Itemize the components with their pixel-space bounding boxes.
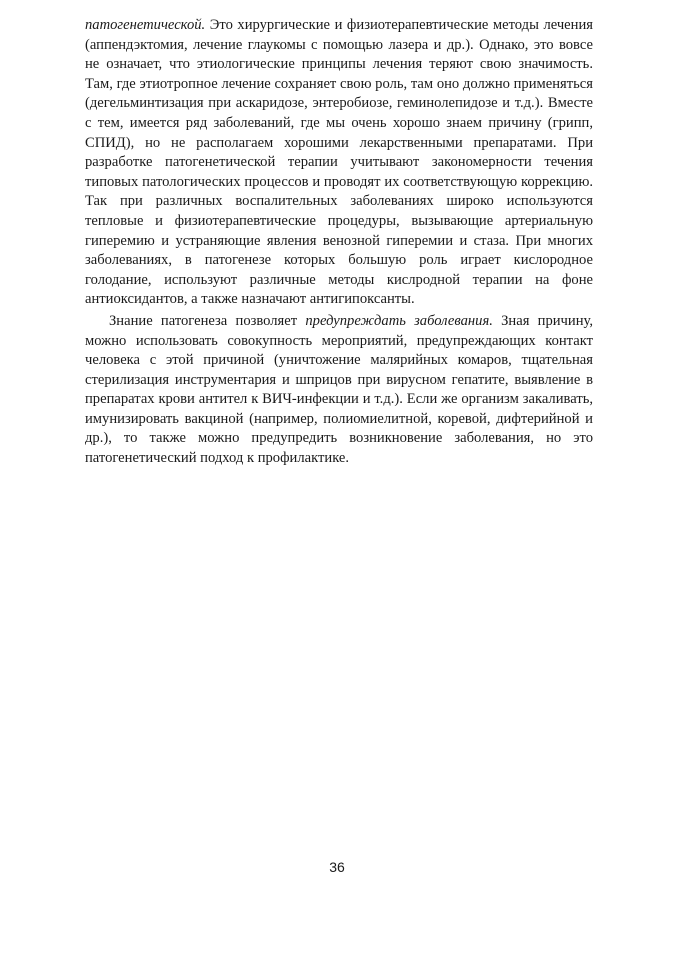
paragraph-1	[85, 16, 593, 310]
italic-term: предупреждать заболевания.	[305, 312, 493, 329]
paragraph-text: Это хирургические и физиотерапевтические методы лечения (аппендэктомия, лечение глаукомы с помощью лазера и др.). Однако, это вовсе не означает, что этиологические принципы лечения теряют свою значимость. Там, где этиотропное лечение сохраняет свою роль, там оно должно применяться (дегельминтизация при аскаридозе, энтеробиозе, геминолепидозе и т.д.). Вместе с тем, имеется ряд заболеваний, где мы очень хорошо знаем причину (грипп, СПИД), но не располагаем хорошими лекарственными препаратами. При разработке патогенетической терапии учитывают закономерности течения типовых патологических процессов и проводят их соответствующую коррекцию. Так при различных воспалительных заболеваниях широко используются тепловые и физиотерапевтические процедуры, вызывающие артериальную гиперемию и устраняющие явления венозной гиперемии и стаза. При многих заболеваниях, в патогенезе которых большую роль играет кислородное голодание, используют различные методы кислродной терапии на фоне антиоксидантов, а также назначают антигипоксанты.	[85, 17, 593, 308]
paragraph-text: Зная причину, можно использовать совокупность мероприятий, предупреждающих контакт человека с этой причиной (уничтожение малярийных комаров, тщательная стерилизация инструментария и шприцов при вирусном гепатите, выявление в препаратах крови антител к ВИЧ-инфекции и т.д.). Если же организм закаливать, имунизировать вакциной (например, полиомиелитной, коревой, дифтерийной и др.), то также можно предупредить возникновение заболевания, но это патогенетический подход к профилактике.	[85, 312, 593, 467]
page-number: 36	[329, 859, 345, 875]
paragraph-lead: Знание патогенеза позволяет	[109, 312, 306, 329]
italic-term: патогенетической.	[85, 17, 206, 33]
body-text	[85, 16, 593, 469]
paragraph-2	[85, 312, 593, 469]
